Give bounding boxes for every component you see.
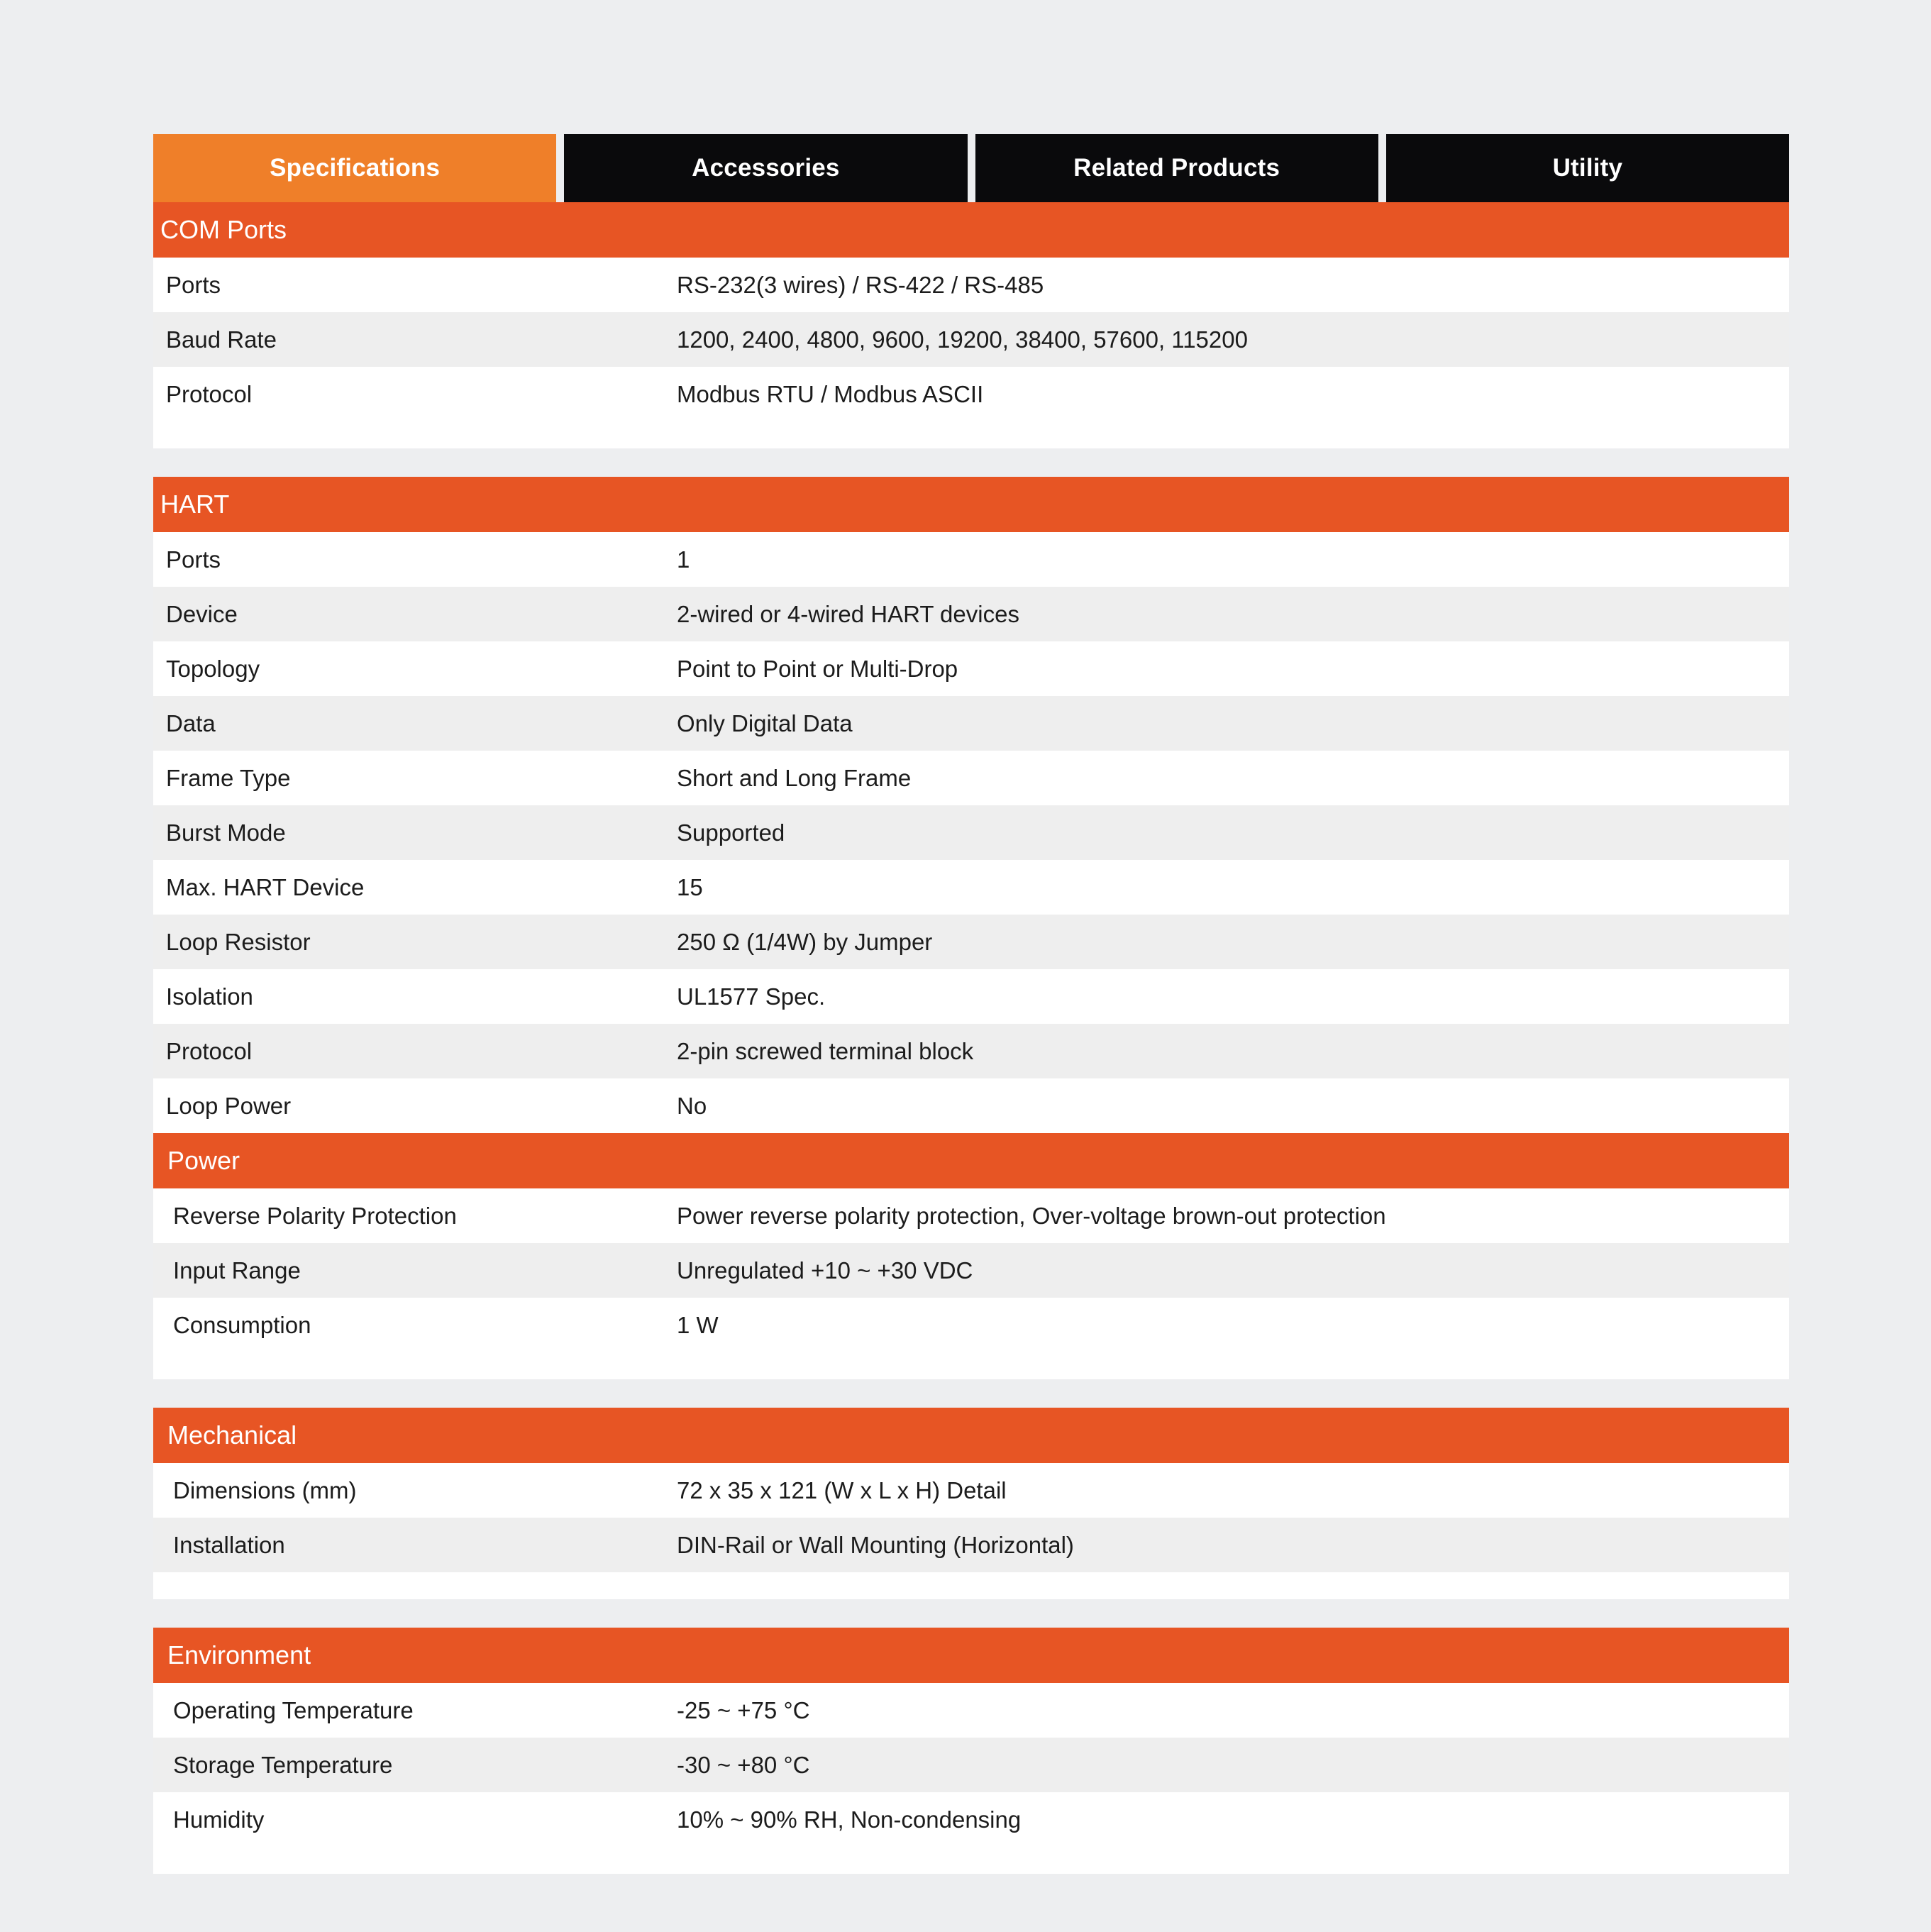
spec-value: DIN-Rail or Wall Mounting (Horizontal) [677, 1531, 1074, 1558]
spec-row [153, 1738, 1789, 1792]
spec-section [153, 1408, 1789, 1599]
spec-label: Ports [166, 546, 221, 573]
section-header: COM Ports [153, 202, 1789, 258]
spec-value: 10% ~ 90% RH, Non-condensing [677, 1806, 1022, 1833]
spec-row [153, 1078, 1789, 1133]
section-header: HART [153, 477, 1789, 532]
spec-value: UL1577 Spec. [677, 983, 826, 1010]
spec-value: Unregulated +10 ~ +30 VDC [677, 1257, 973, 1284]
spec-row [153, 587, 1789, 641]
section-gap [153, 448, 1789, 477]
section-filler [153, 1572, 1789, 1599]
spec-row [153, 1243, 1789, 1298]
spec-label: Device [166, 600, 238, 627]
spec-label: Isolation [166, 983, 253, 1010]
spec-section [153, 202, 1789, 448]
tab-related-products[interactable] [975, 134, 1378, 202]
spec-value: 2-wired or 4-wired HART devices [677, 600, 1019, 627]
section-filler [153, 1352, 1789, 1379]
spec-label: Loop Resistor [166, 928, 311, 955]
spec-row [153, 696, 1789, 751]
product-tab-bar [153, 134, 1789, 202]
spec-row [153, 751, 1789, 805]
section-header: Power [153, 1133, 1789, 1188]
spec-value: -30 ~ +80 °C [677, 1751, 810, 1778]
tab-label: Accessories [692, 154, 840, 182]
spec-value: No [677, 1092, 707, 1119]
spec-section [153, 1628, 1789, 1874]
spec-label: Loop Power [166, 1092, 292, 1119]
spec-row [153, 367, 1789, 421]
spec-label: Input Range [173, 1257, 301, 1284]
section-gap [153, 1599, 1789, 1628]
spec-value: 1 W [677, 1311, 719, 1338]
tab-utility[interactable] [1386, 134, 1789, 202]
spec-value: -25 ~ +75 °C [677, 1696, 810, 1723]
spec-row [153, 258, 1789, 312]
section-rows [153, 1188, 1789, 1352]
spec-value: 250 Ω (1/4W) by Jumper [677, 928, 933, 955]
spec-label: Burst Mode [166, 819, 286, 846]
spec-row [153, 969, 1789, 1024]
spec-label: Protocol [166, 380, 253, 407]
section-rows [153, 532, 1789, 1133]
tab-label: Utility [1552, 154, 1623, 182]
tab-label: Specifications [270, 154, 441, 182]
spec-value: Power reverse polarity protection, Over-voltage brown-out protection [677, 1202, 1386, 1229]
spec-label: Reverse Polarity Protection [173, 1202, 457, 1229]
spec-row [153, 532, 1789, 587]
section-rows [153, 1683, 1789, 1847]
spec-row [153, 860, 1789, 915]
spec-value: 1200, 2400, 4800, 9600, 19200, 38400, 57600, 115200 [677, 326, 1248, 353]
spec-row [153, 641, 1789, 696]
spec-value: Supported [677, 819, 785, 846]
spec-section [153, 1133, 1789, 1379]
spec-row [153, 1683, 1789, 1738]
spec-label: Ports [166, 271, 221, 298]
spec-row [153, 805, 1789, 860]
spec-row [153, 1298, 1789, 1352]
spec-label: Consumption [173, 1311, 311, 1338]
section-rows [153, 258, 1789, 421]
spec-row [153, 1518, 1789, 1572]
tab-accessories[interactable] [564, 134, 967, 202]
spec-row [153, 915, 1789, 969]
spec-label: Data [166, 710, 216, 736]
specifications-table [153, 202, 1789, 1874]
spec-label: Storage Temperature [173, 1751, 393, 1778]
spec-label: Dimensions (mm) [173, 1476, 357, 1503]
spec-row [153, 1792, 1789, 1847]
spec-label: Baud Rate [166, 326, 277, 353]
spec-value: Modbus RTU / Modbus ASCII [677, 380, 984, 407]
spec-row [153, 312, 1789, 367]
spec-label: Topology [166, 655, 260, 682]
section-rows [153, 1463, 1789, 1572]
tab-label: Related Products [1073, 154, 1280, 182]
spec-label: Installation [173, 1531, 285, 1558]
spec-label: Max. HART Device [166, 873, 365, 900]
spec-value: Short and Long Frame [677, 764, 912, 791]
spec-row [153, 1463, 1789, 1518]
spec-value: 2-pin screwed terminal block [677, 1037, 974, 1064]
tab-specifications[interactable] [153, 134, 556, 202]
section-filler [153, 1847, 1789, 1874]
spec-label: Protocol [166, 1037, 253, 1064]
section-header: Mechanical [153, 1408, 1789, 1463]
spec-label: Humidity [173, 1806, 265, 1833]
spec-value: Point to Point or Multi-Drop [677, 655, 958, 682]
spec-label: Operating Temperature [173, 1696, 414, 1723]
spec-section [153, 477, 1789, 1133]
section-filler [153, 421, 1789, 448]
spec-row [153, 1188, 1789, 1243]
spec-row [153, 1024, 1789, 1078]
spec-value: 72 x 35 x 121 (W x L x H) Detail [677, 1476, 1007, 1503]
section-header: Environment [153, 1628, 1789, 1683]
spec-value: RS-232(3 wires) / RS-422 / RS-485 [677, 271, 1044, 298]
spec-label: Frame Type [166, 764, 291, 791]
spec-value: 1 [677, 546, 690, 573]
section-gap [153, 1379, 1789, 1408]
spec-value: Only Digital Data [677, 710, 853, 736]
spec-value: 15 [677, 873, 703, 900]
